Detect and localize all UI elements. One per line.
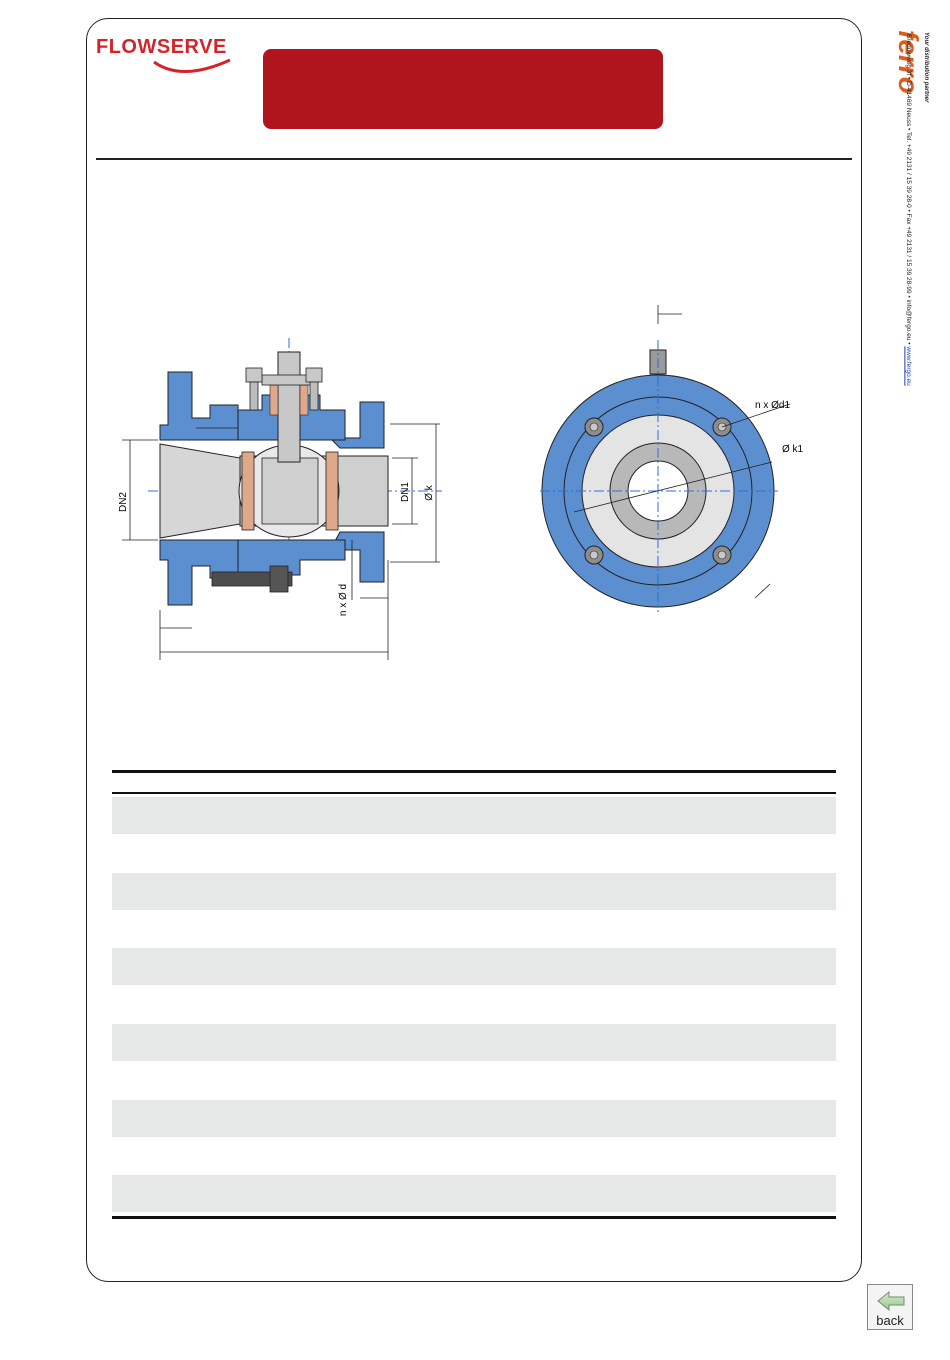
website-link[interactable]: www.fergo.eu [905,346,912,386]
table-row [112,835,836,872]
ferro-logo: ferro [893,30,924,94]
table-row [112,797,836,834]
valve-section-view [118,338,442,660]
address-text: Bredowweg 3f • D-41469 Neuss • Tel. +49 2131 / 15 39 28-0 • Fax +49 2131 / 15 39 28-99 • info@fergo.eu • [905,34,912,345]
table-row [112,948,836,985]
table-top-rule [112,770,836,773]
dim-n-x-phi-d: n x Ø d [338,583,349,617]
left-arrow-icon [876,1290,906,1312]
label-phi-k1: Ø k1 [782,444,804,455]
label-n-x-phi-d1: n x Ød1 [755,400,791,411]
table-header-rule [112,792,836,794]
dim-dn1: DN1 [400,481,411,503]
flowserve-logo: FLOWSERVE [96,36,227,58]
dim-dn2: DN2 [118,491,129,513]
back-button[interactable] [867,1284,913,1330]
dimensions-table [112,770,836,1220]
dim-phi-k: Ø k [424,485,435,501]
table-row [112,986,836,1023]
table-row [112,1062,836,1099]
table-row [112,873,836,910]
back-label: back [876,1313,904,1328]
table-row [112,1100,836,1137]
table-row [112,911,836,948]
table-bottom-rule [112,1216,836,1219]
table-row [112,1138,836,1175]
table-row [112,1175,836,1212]
table-row [112,1024,836,1061]
valve-front-view [540,305,804,612]
side-tagline: Your distribution partner [923,32,929,103]
